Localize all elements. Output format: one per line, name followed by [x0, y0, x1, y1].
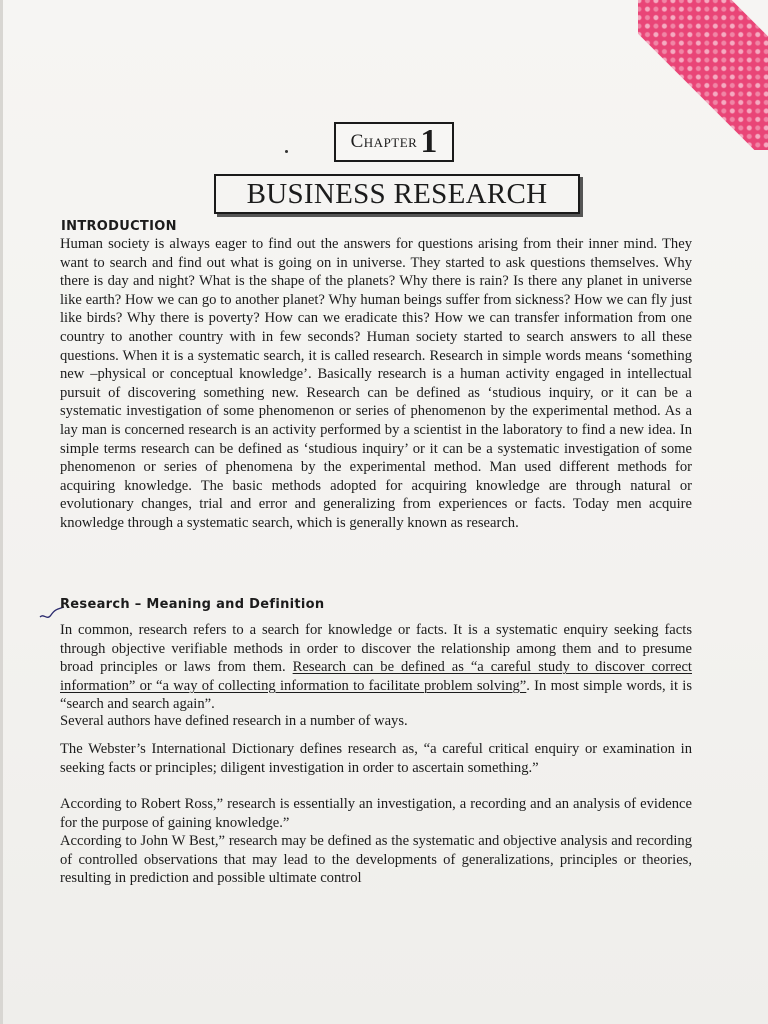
introduction-heading: INTRODUCTION — [61, 219, 177, 234]
best-definition-paragraph: According to John W Best,” research may be defined as the systematic and objective analysis and recording of controlled observations that may lead to the developments of generalizations, principles or theories, resulting in prediction and possible ultimate control — [60, 833, 692, 887]
introduction-paragraph: Human society is always eager to find out the answers for questions arising from their inner mind. They want to search and find out what is going on in universe. They started to ask questions themselves. Why there is day and night? What is the shape of the planets? Why there is rain? Is there any planet in universe like earth? How we can go to another planet? Why human beings suffer from sickness? How we can fly just like birds? Why there is poverty? How can we eradicate this? How we can transfer information from one country to another country with in few seconds? Human society started to search answers to all these questions. When it is a systematic search, it is called research. Research in simple words means ‘something new –physical or conceptual knowledge’. Basically research is a human activity engaged in intellectual pursuit of discovering something new. Research can be defined as ‘studious inquiry, or it can be a systematic investigation of some phenomenon or series of phenomenon by the experimental method. As a lay man is concerned research is an activity performed by a scientist in the laboratory to find a new idea. In simple terms research can be defined as ‘studious inquiry’ or it can be a systematic investigation of some phenomenon or series of phenomena by the experimental method. Man used different methods for acquiring knowledge. The basic methods adopted for acquiring knowledge are through natural or evolutionary changes, trial and error and generalizing from experiences or facts. Today men acquire knowledge through a systematic search, which is generally known as research. — [60, 236, 692, 531]
chapter-title-box — [214, 174, 580, 214]
common-text-start: In common, research refers to a search for knowledge or facts. It is a systematic enquiry seeking facts through objective verifiable methods in order to discover the relationship among them and to presume broad principles or laws from them. — [60, 622, 692, 676]
common-text-end: . In most simple words, it is “search and search again”. — [60, 677, 693, 713]
research-meaning-heading: Research – Meaning and Definition — [60, 597, 325, 612]
page-edge — [0, 0, 3, 1024]
chapter-number: 1 — [420, 123, 438, 160]
corner-ribbon-decoration — [638, 0, 768, 150]
several-authors-paragraph: Several authors have defined research in a number of ways. — [60, 713, 408, 729]
underlined-definition: Research can be defined as “a careful study to discover correct information” or “a way of collecting information to facilitate problem solving” — [60, 659, 692, 694]
ross-definition-paragraph: According to Robert Ross,” research is essentially an investigation, a recording and an analysis of evidence for the purpose of gaining knowledge.” — [60, 796, 692, 831]
chapter-label — [334, 122, 454, 162]
chapter-title: BUSINESS RESEARCH — [246, 177, 548, 210]
chapter-word: Chapter — [350, 131, 418, 152]
research-common-paragraph — [60, 621, 692, 714]
webster-definition-paragraph: The Webster’s International Dictionary defines research as, “a careful critical enquiry or examination in seeking facts or principles; diligent investigation in order to ascertain something.” — [60, 741, 692, 776]
ink-speck — [285, 150, 288, 153]
